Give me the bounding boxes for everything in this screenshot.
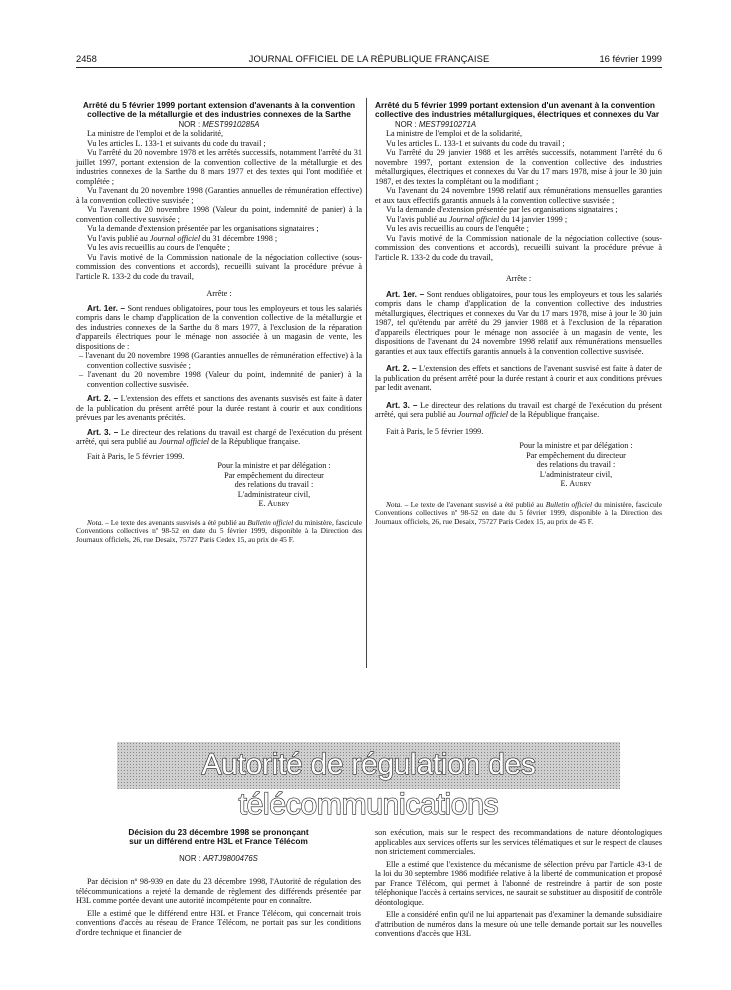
left-visa: La ministre de l'emploi et de la solidarité, xyxy=(87,129,224,139)
left-fait: Fait à Paris, le 5 février 1999. xyxy=(87,451,185,461)
decision-paragraph: Par décision nº 98-939 en date du 23 décembre 1998, l'Autorité de régulation des télécommunications a rejeté la demande de règlement des différends présentée par H3L comme portée devant une autorité incompétente pour en connaître. xyxy=(76,877,361,906)
right-nor: NOR : MESТ9910271A xyxy=(395,119,477,129)
right-fait: Fait à Paris, le 5 février 1999. xyxy=(386,426,484,436)
left-visa: Vu la demande d'extension présentée par les organisations signataires ; xyxy=(87,224,319,234)
left-arrete: Arrête : xyxy=(206,289,232,299)
left-signature xyxy=(186,461,362,509)
left-visa: Vu les articles L. 133-1 et suivants du code du travail ; xyxy=(87,138,266,148)
sig-line: Par empêchement du directeur xyxy=(526,450,626,460)
right-visa-jo: Vu l'avis publié au Journal officiel du 14 janvier 1999 ; xyxy=(386,214,568,224)
right-signature xyxy=(490,441,662,489)
right-article xyxy=(375,101,662,527)
left-art1: Art. 1er. – Sont rendues obligatoires, pour tous les employeurs et tous les salariés compris dans le champ d'application de la convention collective de la métallurgie et des industries connexes de la Sarthe du 8 mars 1977, à l'exclusion de la réparation d'appareils électriques pour le ménage non associée à un magasin de vente, les dispositions de : xyxy=(76,303,362,351)
left-nor: NOR : MESТ9910285A xyxy=(178,119,260,129)
right-visa: Vu l'avenant du 24 novembre 1998 relatif aux rémunérations mensuelles garanties et aux taux effectifs garantis annuels à la convention collective susvisée ; xyxy=(375,186,662,205)
left-art1-item: – l'avenant du 20 novembre 1998 (Garanties annuelles de rémunération effective) à la convention collective susvisée ; xyxy=(79,351,362,370)
right-arrete: Arrête : xyxy=(505,274,532,284)
sig-name: E. Aubry xyxy=(560,479,592,489)
page-number: 2458 xyxy=(76,53,97,64)
right-visa: Vu l'arrêté du 29 janvier 1988 et les arrêtés successifs, notamment l'arrêté du 6 novembre 1997, portant extension de la convention collective des industries métallurgiques, électriques et connexes du Var du 17 mars 1978, mise à jour le 30 juin 1987, et des textes la complétant ou la modifiant ; xyxy=(375,148,662,186)
decision-paragraph: Elle a estimé que le différend entre H3L et France Télécom, qui concernait trois conventions d'accès au réseau de France Télécom, ne portait pas sur les conditions d'ordre technique et financier de xyxy=(76,908,361,937)
left-visa: Vu l'avis motivé de la Commission nationale de la négociation collective (sous-commission des conventions et accords), recueilli suivant la procédure prévue à l'article R. 133-2 du code du travail, xyxy=(76,252,362,281)
decision-left xyxy=(76,828,361,937)
right-visa: Vu la demande d'extension présentée par les organisations signataires ; xyxy=(386,205,618,215)
right-art3: Art. 3. – Le directeur des relations du travail est chargé de l'exécution du présent arrêté, qui sera publié au Journal officiel de la République française. xyxy=(375,400,662,420)
left-art1-item: – l'avenant du 20 novembre 1998 (Valeur du point, indemnité de panier) à la convention collective susvisée. xyxy=(79,370,362,389)
left-nor-code: MESТ9910285A xyxy=(202,119,260,129)
sig-line: Par empêchement du directeur xyxy=(224,470,324,480)
decision-paragraph: son exécution, mais sur le respect des recommandations de nature déontologiques applicables aux services offerts sur les services télématiques et sur le respect de clauses non strictement commerciales. xyxy=(375,828,662,856)
right-visa: La ministre de l'emploi et de la solidarité, xyxy=(386,129,523,139)
sig-role: L'administrateur civil, xyxy=(237,489,311,499)
right-art2: Art. 2. – L'extension des effets et sanctions de l'avenant susvisé est faite à dater de la publication du présent arrêté pour la durée restant à courir et aux conditions prévues par ledit avenant. xyxy=(375,364,662,393)
sig-line: Pour la ministre et par délégation : xyxy=(217,461,331,471)
header-rule xyxy=(76,67,662,68)
right-note: Nota. – Le texte de l'avenant susvisé a été publié au Bulletin officiel du ministère, fascicule Conventions collectives nº 98-52 en date du 5 février 1999, disponible à la Direction des Journaux officiels, 26, rue Desaix, 75727 Paris Cedex 15, au prix de 45 F. xyxy=(375,499,663,526)
column-divider xyxy=(366,98,367,668)
left-visa: Vu l'arrêté du 20 novembre 1978 et les arrêtés successifs, notamment l'arrêté du 31 juillet 1997, portant extension de la convention collective de la métallurgie et des industries connexes de la Sarthe du 8 mars 1977 et des textes qui l'ont modifiée et complétée ; xyxy=(76,148,362,186)
sig-name: E. Aubry xyxy=(258,499,290,509)
left-note: Nota. – Le texte des avenants susvisés a été publié au Bulletin officiel du ministère, fascicule Conventions collectives nº 98-52 en date du 5 février 1999, disponible à la Direction des Journaux officiels, 26, rue Desaix, 75727 Paris Cedex 15, au prix de 45 F. xyxy=(76,517,362,544)
right-nor-code: MESТ9910271A xyxy=(418,119,477,129)
left-visa: Vu les avis recueillis au cours de l'enquête ; xyxy=(87,243,230,253)
decision-paragraph: Elle a considéré enfin qu'il ne lui appartenait pas d'examiner la demande subsidiaire d'attribution de numéros dans la mesure où une telle demande portait sur les nouvelles conventions d'accès que H3L xyxy=(375,910,662,938)
left-visa: Vu l'avenant du 20 novembre 1998 (Garanties annuelles de rémunération effective) à la convention collective susvisée ; xyxy=(76,186,362,205)
sig-line: des relations du travail : xyxy=(536,460,616,470)
left-visa-jo: Vu l'avis publié au Journal officiel du 31 décembre 1998 ; xyxy=(87,233,278,243)
sig-role: L'administrateur civil, xyxy=(539,469,613,479)
left-art2: Art. 2. – L'extension des effets et sanctions des avenants susvisés est faite à dater de la publication du présent arrêté pour la durée restant à courir et aux conditions prévues par les avenants précités. xyxy=(76,394,362,423)
left-article xyxy=(76,101,362,545)
decision-nor-code: ARTJ9800476S xyxy=(202,853,258,863)
issue-date: 16 février 1999 xyxy=(599,53,662,64)
right-article-title: Arrêté du 5 février 1999 portant extension d'un avenant à la convention collective des industries métallurgiques, électriques et connexes du Var xyxy=(375,100,660,120)
page-header xyxy=(76,53,662,67)
right-visa: Vu les articles L. 133-1 et suivants du code du travail ; xyxy=(386,138,565,148)
right-visa: Vu les avis recueillis au cours de l'enquête ; xyxy=(386,224,529,234)
decision-right xyxy=(375,828,662,939)
decision-nor: NOR : ARTJ9800476S xyxy=(179,853,258,863)
decision-title-line1: Décision du 23 décembre 1998 se prononçant xyxy=(128,827,309,837)
decision-title-line2: sur un différend entre H3L et France Télécom xyxy=(129,836,308,847)
sig-line: Pour la ministre et par délégation : xyxy=(519,441,633,451)
left-visa: Vu l'avenant du 20 novembre 1998 (Valeur du point, indemnité de panier) à la convention collective susvisée ; xyxy=(76,205,362,224)
right-visa: Vu l'avis motivé de la Commission nationale de la négociation collective (sous-commission des conventions et accords), recueilli suivant la procédure prévue à l'article R. 133-2 du code du travail, xyxy=(375,233,662,262)
decision-paragraph: Elle a estimé que l'existence du mécanisme de sélection prévu par l'article 43-1 de la loi du 30 septembre 1986 modifiée relative à la liberté de communication et proposé par France Télécom, qui permet à l'abonné de restreindre à partir de son poste téléphonique l'accès à certains services, ne saurait se substituer au dispositif de contrôle déontologique. xyxy=(375,859,662,907)
section-banner xyxy=(117,742,620,821)
section-banner-title: Autorité de régulation des télécommunications xyxy=(201,748,536,821)
sig-line: des relations du travail : xyxy=(234,480,314,490)
journal-title: JOURNAL OFFICIEL DE LA RÉPUBLIQUE FRANÇAISE xyxy=(248,53,490,64)
right-art1: Art. 1er. – Sont rendues obligatoires, pour tous les employeurs et tous les salariés compris dans le champ d'application de la convention collective des industries métallurgiques, électriques et connexes du Var du 17 mars 1978, mise à jour le 30 juin 1987, tel qu'étendu par arrêté du 29 janvier 1988 et à l'exclusion de la réparation d'appareils électriques pour le ménage non associée à un magasin de vente, les dispositions de l'avenant du 24 novembre 1998 relatif aux rémunérations mensuelles garanties et aux taux effectifs garantis annuels à la convention collective susvisée. xyxy=(375,289,662,356)
left-article-title: Arrêté du 5 février 1999 portant extension d'avenants à la convention collective de la métallurgie et des industries connexes de la Sarthe xyxy=(82,100,356,120)
left-art3: Art. 3. – Le directeur des relations du travail est chargé de l'exécution du présent arrêté, qui sera publié au Journal officiel de la République française. xyxy=(76,427,362,447)
